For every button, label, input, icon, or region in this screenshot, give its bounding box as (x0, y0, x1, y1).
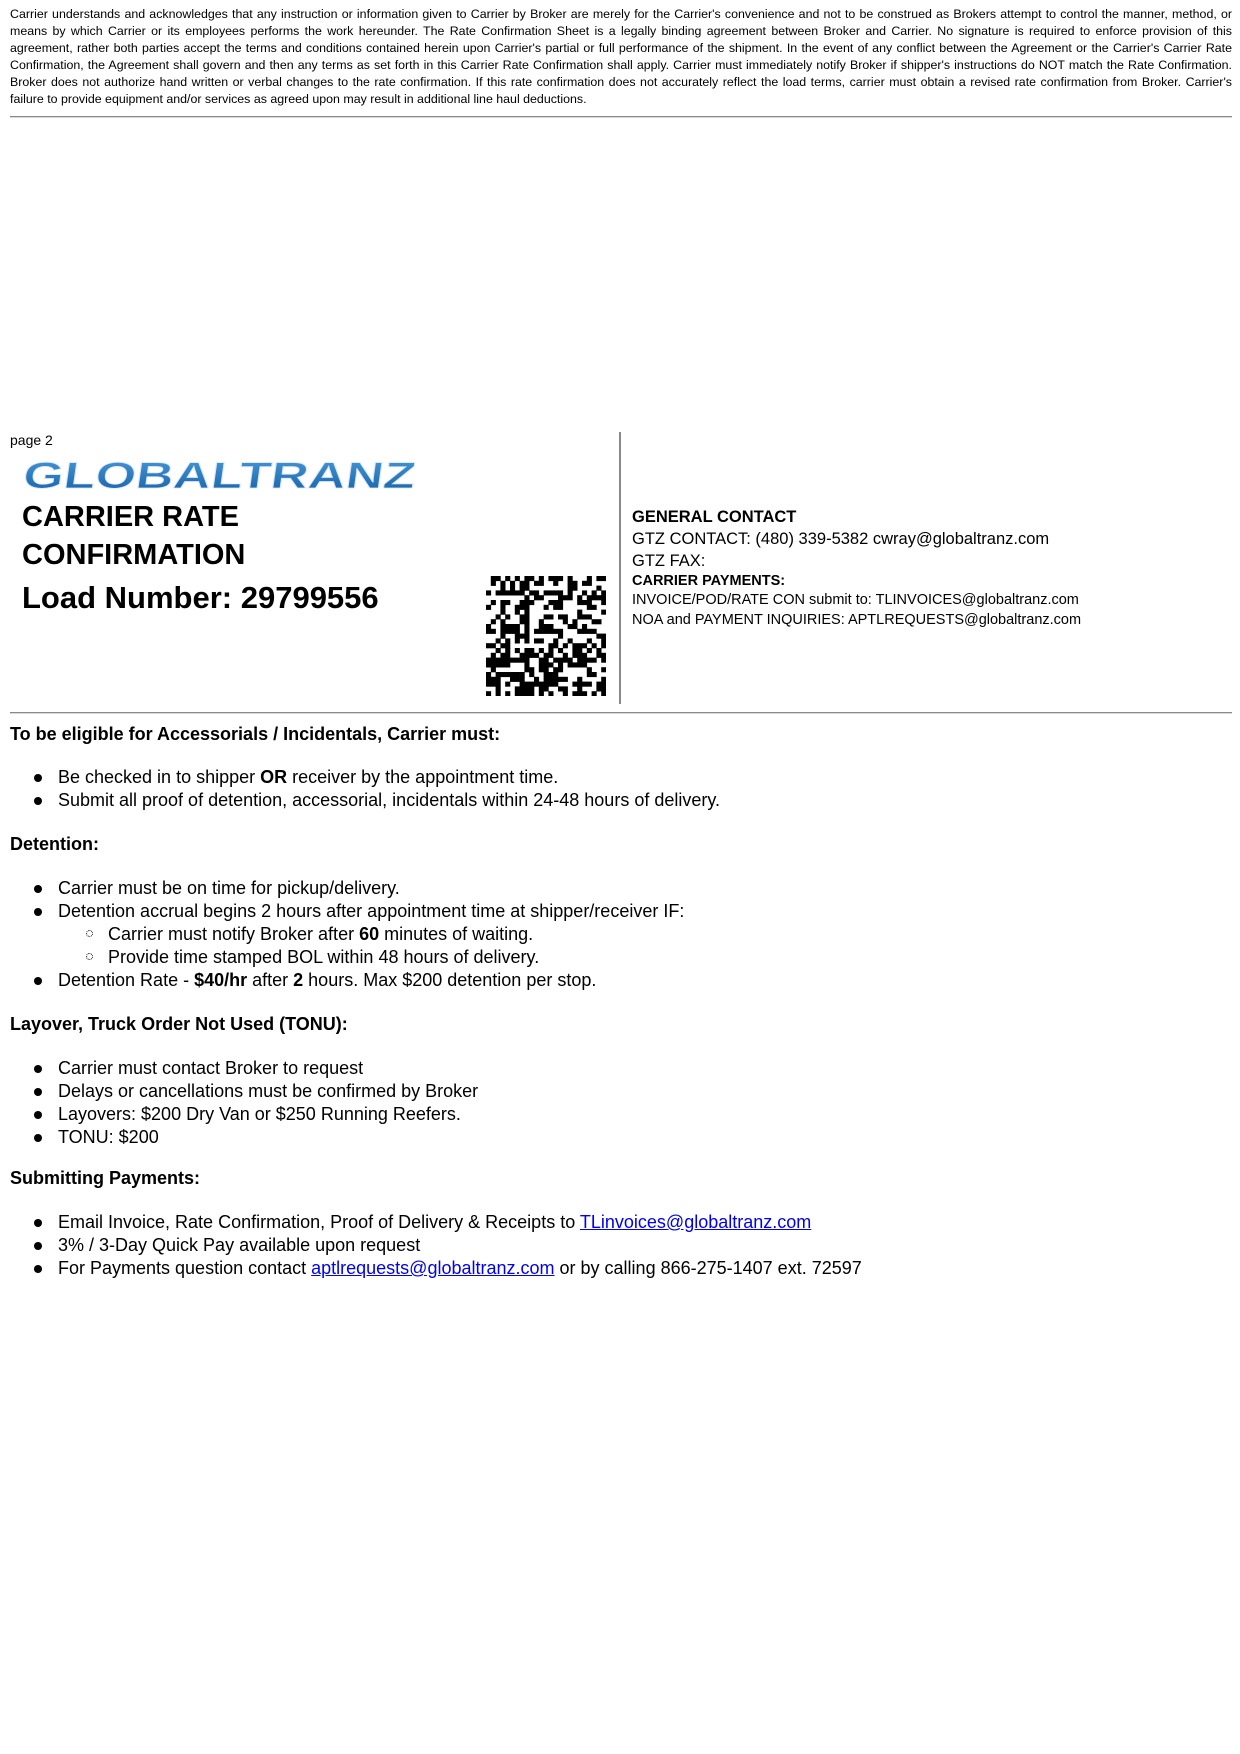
list-item: For Payments question contact aptlrequests@globaltranz.com or by calling 866-275-1407 ext. 72597 (32, 1257, 862, 1280)
sub-list-item: Carrier must notify Broker after 60 minutes of waiting. (58, 923, 684, 946)
list-item: Layovers: $200 Dry Van or $250 Running Reefers. (32, 1103, 478, 1126)
detention-sub-list (58, 923, 684, 969)
gtz-fax-line: GTZ FAX: (632, 552, 706, 570)
doc-title-line2: CONFIRMATION (22, 539, 246, 571)
general-contact-block (632, 506, 1081, 630)
accessorials-heading: To be eligible for Accessorials / Incidentals, Carrier must: (10, 724, 501, 744)
payments-heading: Submitting Payments: (10, 1168, 201, 1188)
gtz-contact-line: GTZ CONTACT: (480) 339-5382 cwray@globaltranz.com (632, 530, 1050, 548)
list-item: Email Invoice, Rate Confirmation, Proof of Delivery & Receipts to TLinvoices@globaltranz.com (32, 1211, 862, 1234)
aptlrequests-email-link[interactable]: aptlrequests@globaltranz.com (311, 1258, 555, 1278)
globaltranz-logo (22, 458, 422, 497)
list-item: Delays or cancellations must be confirmed by Broker (32, 1080, 478, 1103)
list-item: Be checked in to shipper OR receiver by the appointment time. (32, 766, 720, 789)
noa-inquiries-line: NOA and PAYMENT INQUIRIES: APTLREQUESTS@globaltranz.com (632, 612, 1082, 628)
detention-list (32, 877, 684, 992)
invoice-submit-line: INVOICE/POD/RATE CON submit to: TLINVOICES@globaltranz.com (632, 592, 1079, 608)
carrier-payments-heading: CARRIER PAYMENTS: (632, 573, 786, 589)
list-item: TONU: $200 (32, 1126, 478, 1149)
top-divider (10, 116, 1232, 118)
qr-code (486, 576, 606, 701)
sub-list-item: Provide time stamped BOL within 48 hours of delivery. (58, 946, 684, 969)
page-label: page 2 (10, 432, 53, 448)
tlinvoices-email-link[interactable]: TLinvoices@globaltranz.com (579, 1212, 812, 1232)
list-item: Submit all proof of detention, accessorial, incidentals within 24-48 hours of delivery. (32, 789, 720, 812)
list-item: Carrier must be on time for pickup/delivery. (32, 877, 684, 900)
accessorials-list (32, 766, 720, 812)
load-number: Load Number: 29799556 (22, 580, 379, 615)
list-item: 3% / 3-Day Quick Pay available upon request (32, 1234, 862, 1257)
header-vertical-divider (619, 432, 621, 704)
svg-text:GLOBALTRANZ: GLOBALTRANZ (22, 458, 306, 492)
detention-heading: Detention: (10, 834, 99, 854)
list-item: Carrier must contact Broker to request (32, 1057, 478, 1080)
doc-title-line1: CARRIER RATE (22, 501, 239, 533)
list-item: Detention accrual begins 2 hours after appointment time at shipper/receiver IF: Carrier must notify Broker after 60 minutes of waiting. Provide time stamped BOL within 48 hours of delivery. (32, 900, 684, 969)
layover-list (32, 1057, 478, 1149)
general-contact-heading: GENERAL CONTACT (632, 508, 797, 526)
disclaimer-text: Carrier understands and acknowledges that any instruction or information given to Carrier by Broker are merely for the Carrier's convenience and not to be construed as Brokers attempt to control the manner, method, or means by which Carrier or its employees performs the work hereunder. The Rate Confirmation Sheet is a legally binding agreement between Broker and Carrier. No signature is required to enforce provision of this agreement, rather both parties accept the terms and conditions contained herein upon Carrier's partial or full performance of the shipment. In the event of any conflict between the Agreement or the Carrier's Carrier Rate Confirmation, the Agreement shall govern and then any terms as set forth in this Carrier Rate Confirmation shall apply. Carrier must immediately notify Broker if shipper's instructions do NOT match the Rate Confirmation. Broker does not authorize hand written or verbal changes to the rate confirmation. If this rate confirmation does not accurately reflect the load terms, carrier must obtain a revised rate confirmation from Broker. Carrier's failure to provide equipment and/or services as agreed upon may result in additional line haul deductions. (10, 7, 1232, 106)
layover-heading: Layover, Truck Order Not Used (TONU): (10, 1014, 348, 1034)
payments-list (32, 1211, 862, 1280)
header-bottom-divider (10, 712, 1232, 714)
list-item: Detention Rate - $40/hr after 2 hours. Max $200 detention per stop. (32, 969, 684, 992)
